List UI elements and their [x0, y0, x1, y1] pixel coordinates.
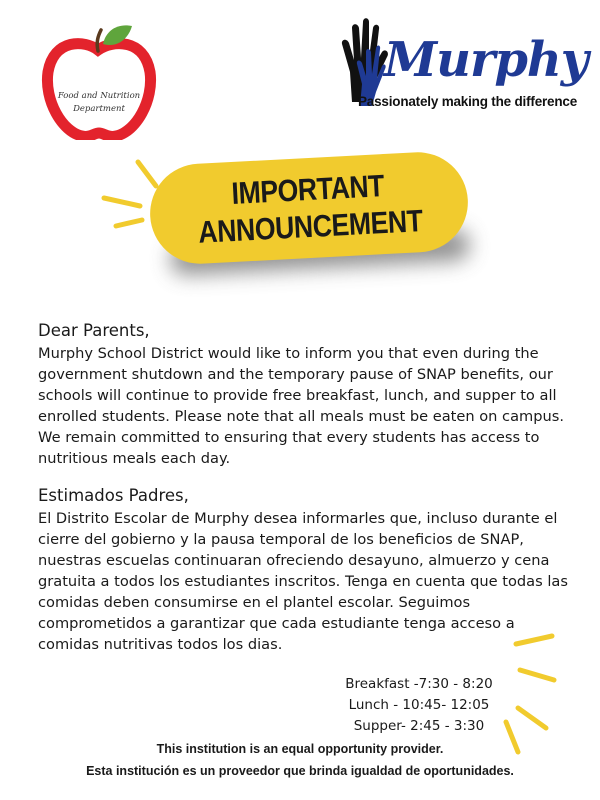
banner-line2: ANNOUNCEMENT	[197, 203, 423, 250]
apple-text-line2: Department	[73, 104, 125, 114]
murphy-tagline: Passionately making the difference	[358, 94, 578, 109]
letter-english	[38, 319, 568, 469]
murphy-wordmark: Murphy	[384, 32, 588, 88]
greeting-spanish: Estimados Padres,	[38, 486, 189, 505]
schedule-supper: Supper- 2:45 - 3:30	[353, 718, 485, 734]
schedule-lunch: Lunch - 10:45- 12:05	[348, 697, 490, 713]
greeting-english: Dear Parents,	[38, 321, 150, 340]
footer-spanish: Esta institución es un proveedor que brinda igualdad de oportunidades.	[86, 764, 514, 778]
footer-english: This institution is an equal opportunity provider.	[156, 742, 444, 756]
murphy-logo	[338, 12, 588, 114]
food-nutrition-logo	[40, 20, 158, 140]
letter-spanish	[38, 484, 568, 655]
announcement-banner	[148, 150, 471, 267]
banner-line1: IMPORTANT	[230, 168, 386, 211]
schedule-breakfast: Breakfast -7:30 - 8:20	[345, 676, 493, 692]
apple-text-line1: Food and Nutrition	[57, 91, 141, 101]
body-spanish: El Distrito Escolar de Murphy desea informarles que, incluso durante el cierre del gobierno y la pausa temporal de los beneficios de SNAP, nuestras escuelas continuaran ofreciendo desayuno, almuerzo y cena gratuita a todos los estudiantes inscritos. Tenga en cuenta que todas las comidas deben consumirse en el plantel escolar. Seguimos comprometidos a garantizar que cada estudiante tenga acceso a comidas nutritivas todos los dias.	[38, 510, 568, 653]
apple-icon	[40, 20, 158, 140]
body-english: Murphy School District would like to inform you that even during the government shutdown and the temporary pause of SNAP benefits, our schools will continue to provide free breakfast, lunch, and supper to all enrolled students. Please note that all meals must be eaten on campus. We remain committed to ensuring that every students has access to nutritious meals each day.	[38, 345, 564, 467]
meal-schedule	[330, 674, 508, 737]
